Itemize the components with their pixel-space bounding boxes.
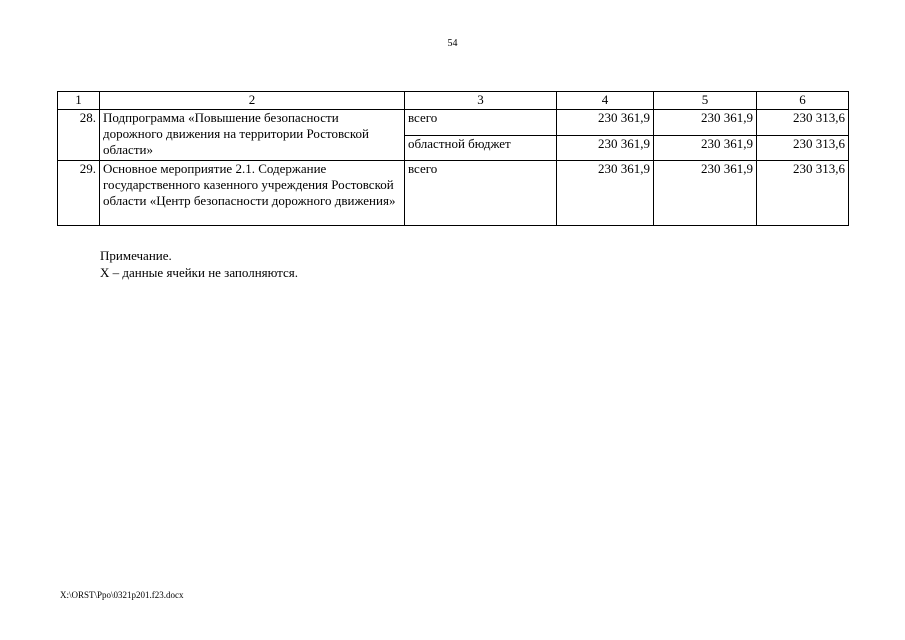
table-row [58, 161, 849, 226]
value-col-6: 230 313,6 [757, 161, 849, 226]
table-header-row [58, 92, 849, 110]
value-col-6: 230 313,6 [757, 135, 849, 161]
note-block [100, 247, 298, 281]
row-name: Подпрограмма «Повышение безопасности дорожного движения на территории Ростовской области» [100, 110, 405, 161]
note-title: Примечание. [100, 248, 172, 263]
table-row [58, 110, 849, 136]
value-col-5: 230 361,9 [654, 161, 757, 226]
value-col-5: 230 361,9 [654, 110, 757, 136]
column-header-5: 5 [654, 92, 757, 110]
column-header-3: 3 [405, 92, 557, 110]
column-header-6: 6 [757, 92, 849, 110]
value-col-4: 230 361,9 [557, 110, 654, 136]
note-text: Х – данные ячейки не заполняются. [100, 265, 299, 280]
column-header-2: 2 [100, 92, 405, 110]
file-path-footer: X:\ORST\Ppo\0321p201.f23.docx [60, 590, 184, 600]
value-col-4: 230 361,9 [557, 135, 654, 161]
value-col-4: 230 361,9 [557, 161, 654, 226]
row-index: 29. [58, 161, 100, 226]
page-number: 54 [447, 38, 458, 49]
row-name: Основное мероприятие 2.1. Содержание государственного казенного учреждения Ростовской области «Центр безопасности дорожного движения» [100, 161, 405, 226]
column-header-1: 1 [58, 92, 100, 110]
row-index: 28. [58, 110, 100, 161]
source-label: всего [405, 161, 557, 226]
source-label: областной бюджет [405, 135, 557, 161]
source-label: всего [405, 110, 557, 136]
column-header-4: 4 [557, 92, 654, 110]
value-col-5: 230 361,9 [654, 135, 757, 161]
budget-table [57, 91, 849, 226]
value-col-6: 230 313,6 [757, 110, 849, 136]
